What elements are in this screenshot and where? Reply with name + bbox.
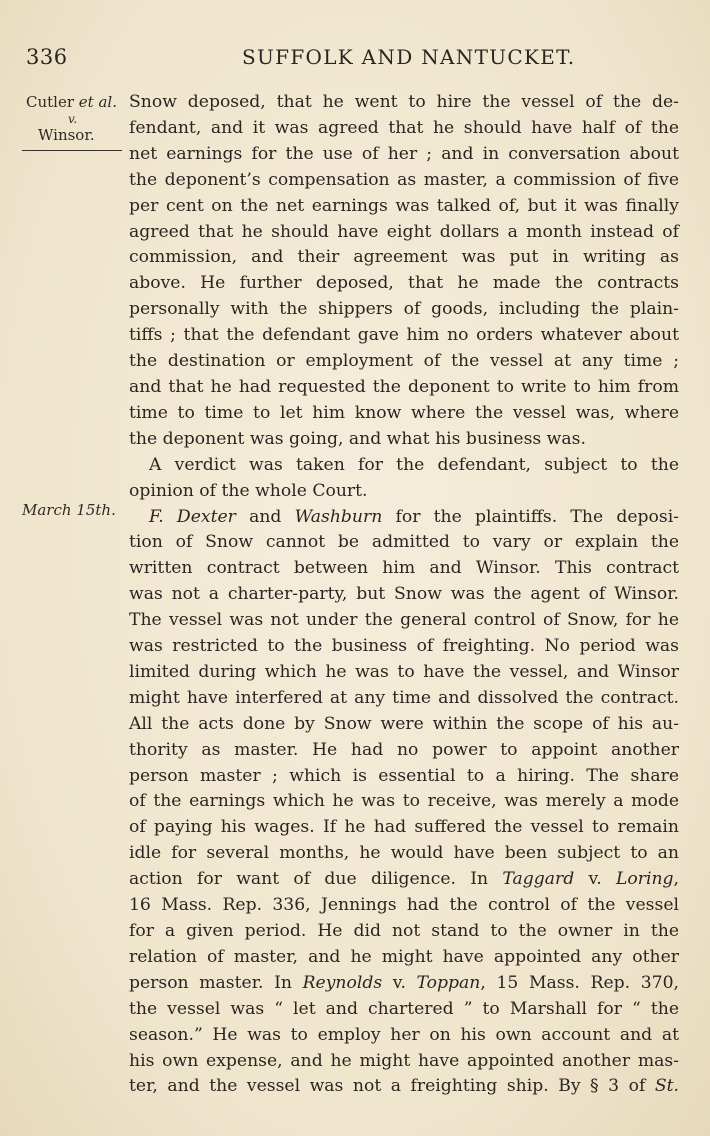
text-line: fendant, and it was agreed that he should have half of the [129,117,679,138]
text-line: per cent on the net earnings was talked of, but it was finally [129,195,679,216]
text-line-citation: person master. In Reynolds v. Toppan, 15 Mass. Rep. 370, [129,972,679,993]
margin-date: March 15th. [22,501,116,519]
text-line: limited during which he was to have the vessel, and Winsor [129,661,679,682]
text-line: the deponent’s compensation as master, a commission of five [129,169,679,190]
margin-et-al: et al. [78,93,117,111]
margin-rule [22,150,122,151]
text-line-statute: ter, and the vessel was not a freighting ship. By § 3 of St. [129,1076,679,1097]
text-line: relation of master, and he might have appointed any other [129,946,679,967]
counsel-name: Washburn [294,506,383,527]
text-line: tion of Snow cannot be admitted to vary or explain the [129,532,679,553]
text-line: for a given period. He did not stand to the owner in the [129,921,679,941]
body-text [129,90,679,1100]
text-line: idle for several months, he would have been subject to an [129,843,679,864]
text-line: Snow deposed, that he went to hire the vessel of the de- [129,92,679,112]
text-line: and that he had requested the deponent to write to him from [129,376,679,397]
text-line: the deponent was going, and what his business was. [129,428,586,449]
text-line: 16 Mass. Rep. 336, Jennings had the control of the vessel [129,895,679,916]
text-line-citation: action for want of due diligence. In Taggard v. Loring, [129,869,679,890]
running-head: SUFFOLK AND NANTUCKET. [242,45,576,69]
text-line: net earnings for the use of her ; and in conversation about [129,143,679,164]
statute-abbr: St. [654,1076,679,1097]
text-line: season.” He was to employ her on his own account and at [129,1024,679,1045]
text-line: his own expense, and he might have appointed another mas- [129,1050,679,1071]
text-line: of the earnings which he was to receive, was merely a mode [129,791,679,812]
text-line: opinion of the whole Court. [129,480,368,501]
case-name: Reynolds [302,972,383,993]
text-line: time to time to let him know where the vessel was, where [129,402,679,423]
text-line: written contract between him and Winsor. This contract [129,558,679,579]
text-line: All the acts done by Snow were within the scope of his au- [129,713,679,734]
margin-plaintiff: Cutler [26,93,75,111]
case-name: Taggard [502,869,575,890]
text-line: commission, and their agreement was put in writing as [129,247,679,268]
margin-versus: v. [68,112,78,126]
text-line: the vessel was “ let and chartered ” to Marshall for “ the [129,998,679,1019]
text-line: A verdict was taken for the defendant, subject to the [149,454,679,475]
text-line: person master ; which is essential to a hiring. The share [129,765,679,786]
text-line: above. He further deposed, that he made the contracts [129,273,679,294]
text-line: was not a charter-party, but Snow was the agent of Winsor. [129,584,679,605]
text-line: might have interfered at any time and dissolved the contract. [129,687,679,708]
margin-defendant: Winsor. [38,126,95,144]
text-line: personally with the shippers of goods, including the plain- [129,299,679,320]
counsel-name: F. Dexter [149,506,236,527]
text-line: of paying his wages. If he had suffered the vessel to remain [129,817,679,838]
case-name: Loring [615,869,674,890]
margin-case-name [26,93,117,111]
text-line: The vessel was not under the general control of Snow, for he [129,610,679,631]
text-line: was restricted to the business of freighting. No period was [129,636,679,657]
case-name: Toppan [416,972,481,993]
text-line: thority as master. He had no power to appoint another [129,739,679,760]
text-line: tiffs ; that the defendant gave him no orders whatever about [129,325,679,346]
text-line-counsel: F. Dexter and Washburn for the plaintiffs. The deposi- [149,506,679,527]
page-number: 336 [26,45,68,69]
text-line: agreed that he should have eight dollars a month instead of [129,221,679,242]
text-line: the destination or employment of the vessel at any time ; [129,351,679,372]
